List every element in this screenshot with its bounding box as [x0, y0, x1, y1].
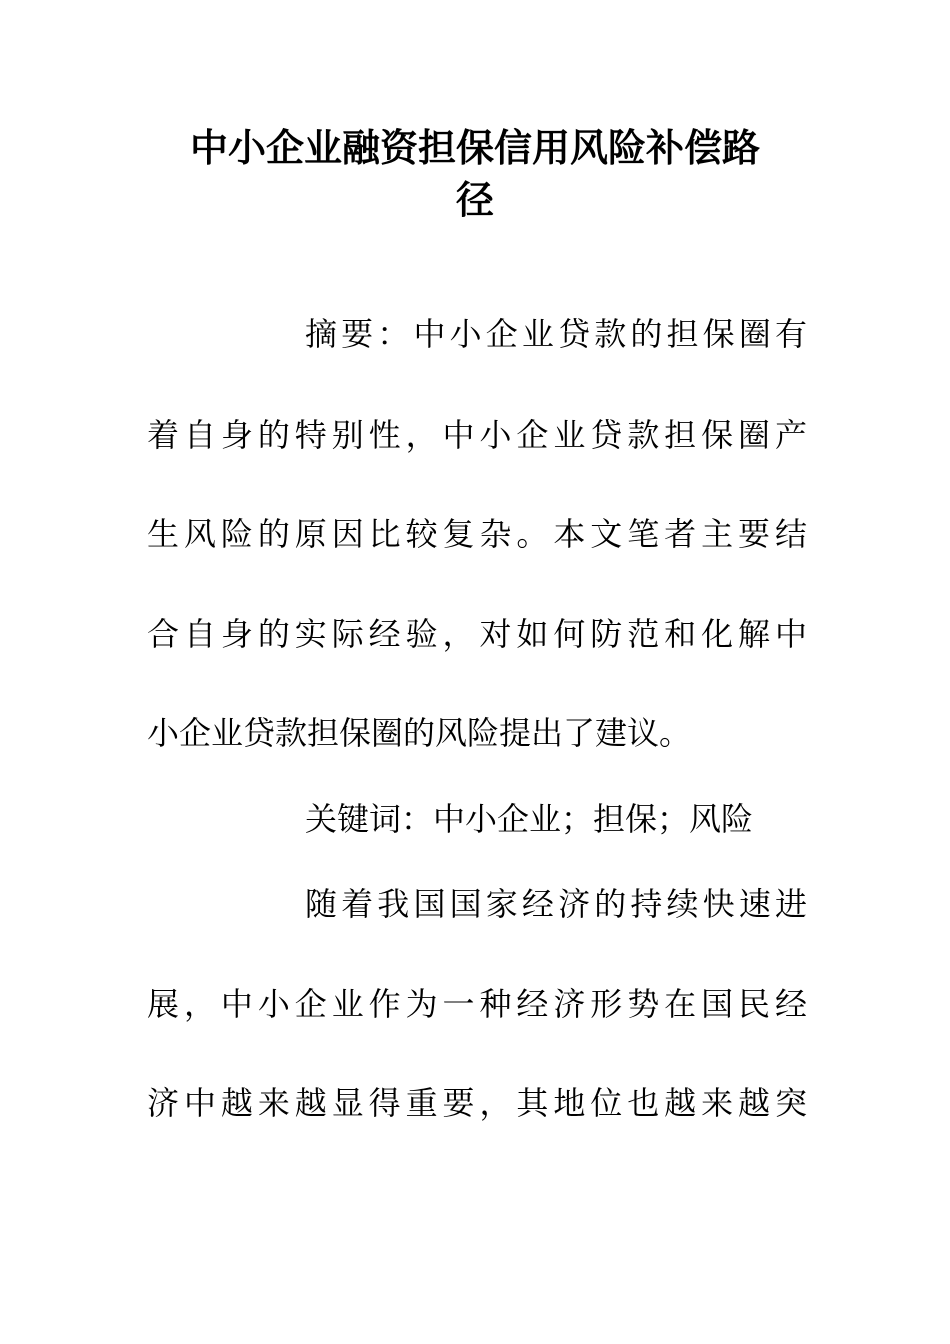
document-title-line-2: 径: [455, 178, 494, 222]
body-line-2: 展，中小企业作为一种经济形势在国民经: [147, 985, 807, 1023]
keywords-line: 关键词：中小企业；担保；风险: [305, 800, 754, 838]
body-line-3: 济中越来越显得重要，其地位也越来越突: [147, 1084, 807, 1122]
abstract-line-5: 小企业贷款担保圈的风险提出了建议。: [147, 714, 692, 752]
body-line-1: 随着我国国家经济的持续快速进: [305, 885, 807, 923]
document-title-line-1: 中小企业融资担保信用风险补偿路: [189, 126, 760, 170]
abstract-line-4: 合自身的实际经验，对如何防范和化解中: [147, 615, 807, 653]
abstract-line-3: 生风险的原因比较复杂。本文笔者主要结: [147, 515, 807, 553]
abstract-line-1: 摘要：中小企业贷款的担保圈有: [305, 315, 807, 353]
abstract-line-2: 着自身的特别性，中小企业贷款担保圈产: [147, 416, 807, 454]
